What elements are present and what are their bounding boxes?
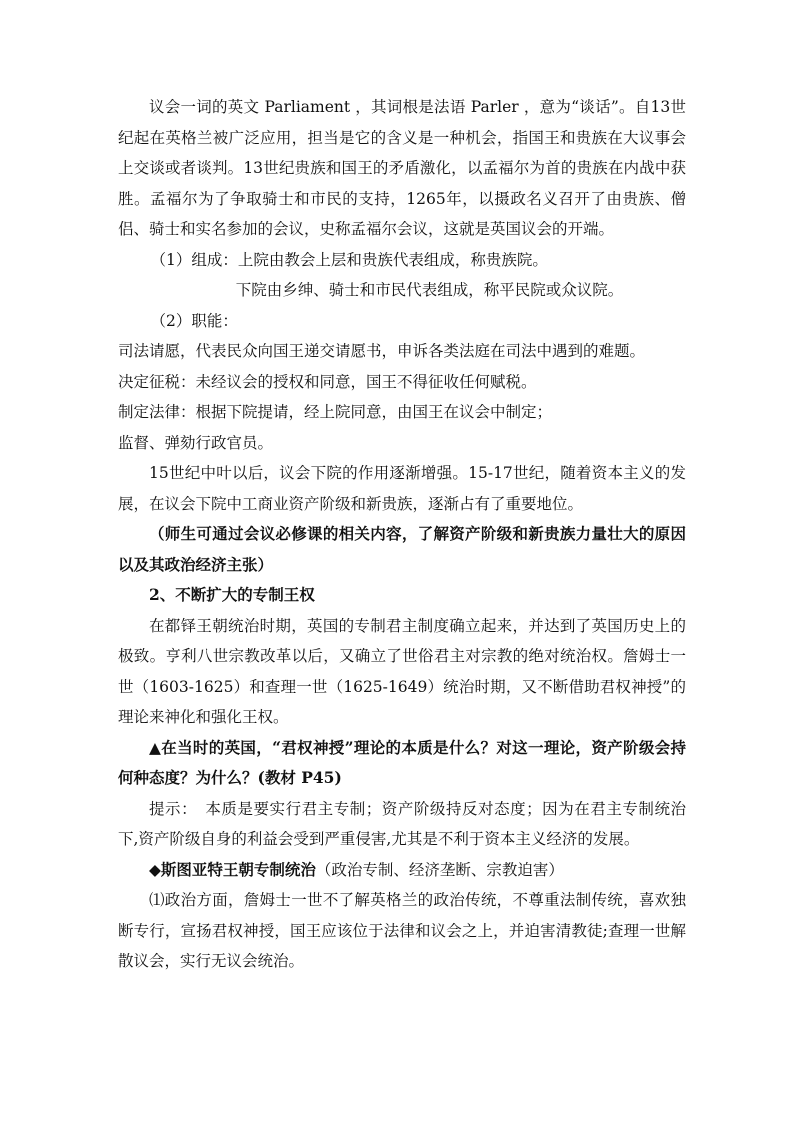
paragraph-function-supervise: 监督、弹劾行政官员。	[118, 433, 274, 452]
paragraph-tudor: 在都铎王朝统治时期，英国的专制君主制度确立起来，并达到了英国历史上的极致。亨利八世宗教改革以后，又确立了世俗君主对宗教的绝对统治权。詹姆士一世（1603-1625）和查理一世（1625-1649）统治时期，又不断借助君权神授”的理论来神化和强化王权。	[118, 616, 686, 726]
paragraph-hint: 提示： 本质是要实行君主专制；资产阶级持反对态度；因为在君主专制统治下,资产阶级自身的利益会受到严重侵害,尤其是不利于资本主义经济的发展。	[118, 799, 686, 848]
paragraph-political-aspect: ⑴政治方面，詹姆士一世不了解英格兰的政治传统，不尊重法制传统，喜欢独断专行，宣扬君权神授，国王应该位于法律和议会之上，并迫害清教徒;查理一世解散议会，实行无议会统治。	[118, 891, 686, 970]
document-page	[118, 92, 686, 977]
section-heading-royal-power: 2、不断扩大的专制王权	[149, 585, 315, 604]
paragraph-function-law: 制定法律：根据下院提请，经上院同意，由国王在议会中制定；	[118, 403, 553, 421]
paragraph-teacher-note: （师生可通过会议必修课的相关内容，了解资产阶级和新贵族力量壮大的原因以及其政治经济主张）	[118, 524, 686, 574]
paragraph-function-petition: 司法请愿，代表民众向国王递交请愿书，申诉各类法庭在司法中遇到的难题。	[118, 342, 646, 360]
paragraph-functions-heading: （2）职能：	[150, 311, 238, 330]
paragraph-composition-upper: （1）组成：上院由教会上层和贵族代表组成，称贵族院。	[150, 250, 548, 269]
paragraph-parliament-origin: 议会一词的英文 Parliament ，其词根是法语 Parler ，意为“谈话”。自13世纪起在英格兰被广泛应用，担当是它的含义是一种机会，指国王和贵族在大议事会上交谈或者谈判。13世纪贵族和国王的矛盾激化，以孟福尔为首的贵族在内战中获胜。孟福尔为了争取骑士和市民的支持，1265年，以摄政名义召开了由贵族、僧侣、骑士和实名参加的会议，史称孟福尔会议，这就是英国议会的开端。	[118, 98, 686, 238]
paragraph-composition-lower: 下院由乡绅、骑士和市民代表组成，称平民院或众议院。	[235, 281, 624, 299]
paragraph-question-divine-right: ▲在当时的英国，“君权神授”理论的本质是什么？对这一理论，资产阶级会持何种态度？为什么？(教材 P45)	[118, 737, 686, 787]
stuart-heading-bold: ◆斯图亚特王朝专制统治	[149, 859, 316, 879]
paragraph-function-tax: 决定征税：未经议会的授权和同意，国王不得征收任何赋税。	[118, 372, 537, 391]
stuart-heading-detail: （政治专制、经济垄断、宗教迫害）	[315, 860, 564, 879]
paragraph-stuart-heading	[118, 855, 686, 886]
paragraph-lower-house-rise: 15世纪中叶以后，议会下院的作用逐渐增强。15-17世纪，随着资本主义的发展，在议会下院中工商业资产阶级和新贵族，逐渐占有了重要地位。	[118, 464, 686, 513]
